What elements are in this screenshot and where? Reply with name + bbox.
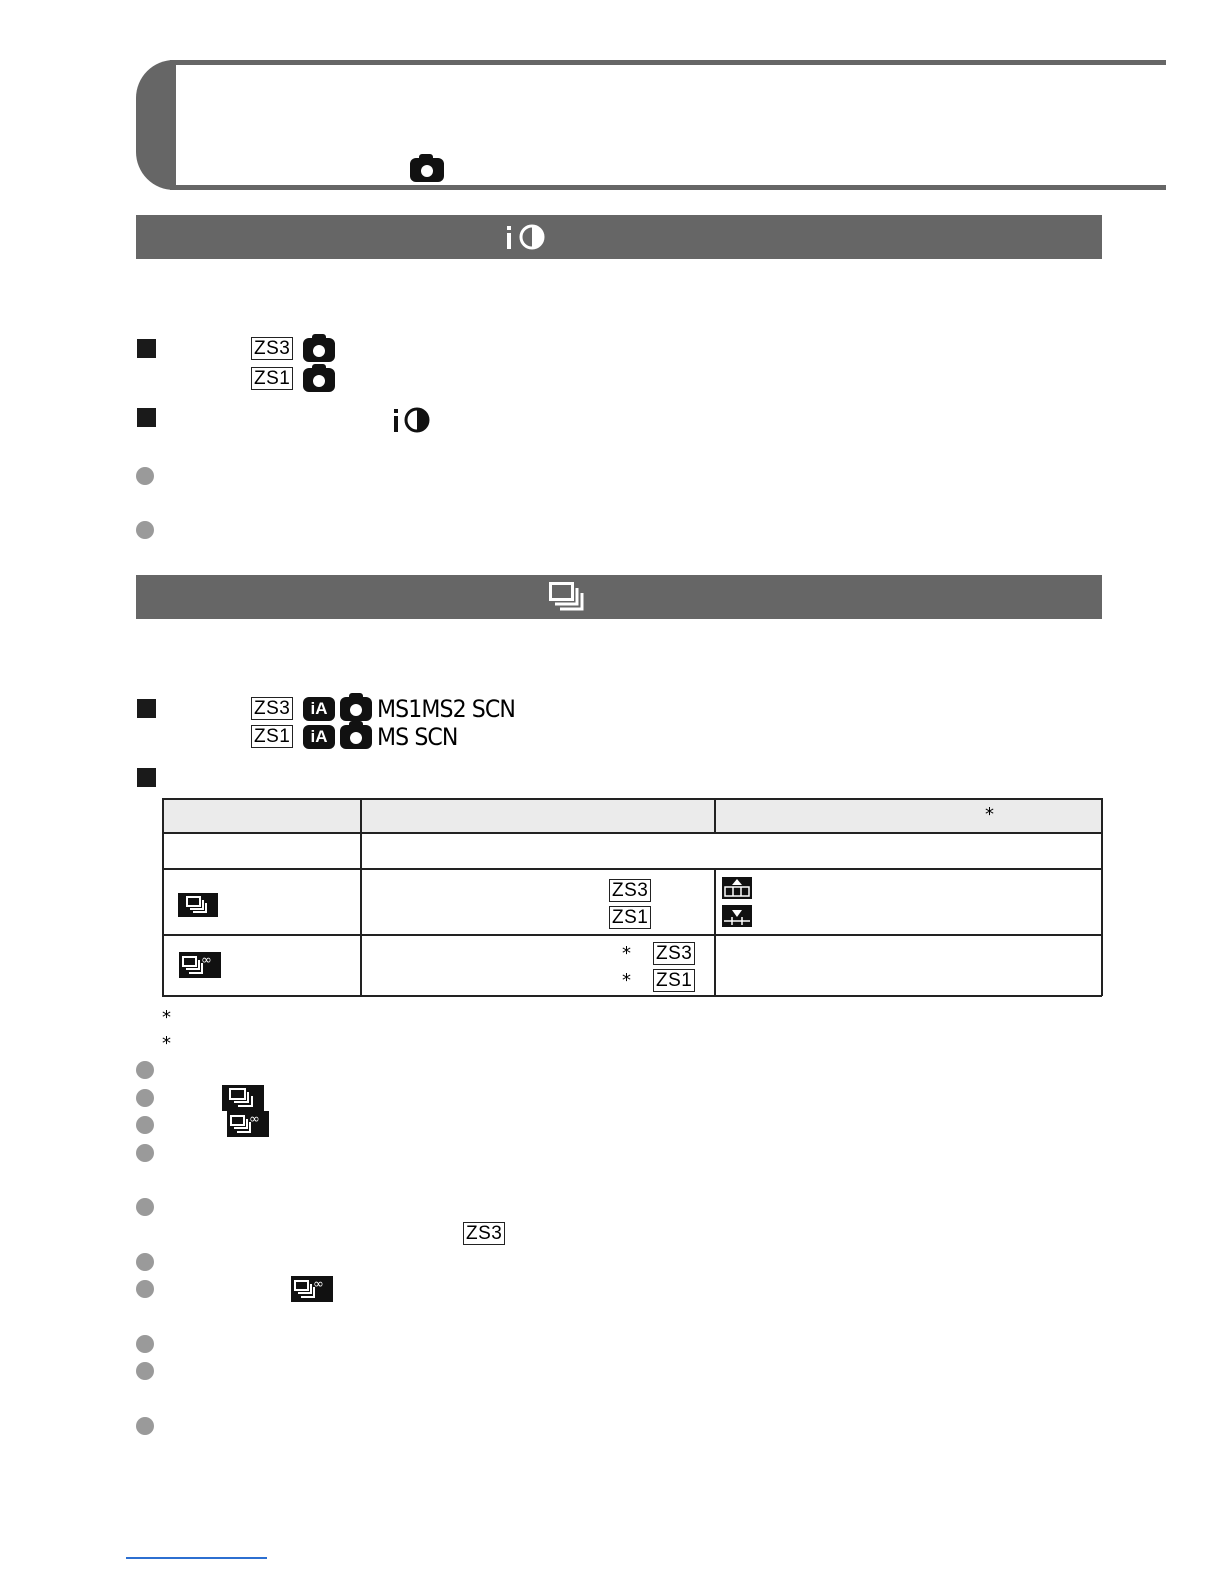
i-exposure-icon — [392, 406, 434, 434]
bullet-square — [137, 408, 156, 427]
zs1-badge: ZS1 — [609, 906, 651, 929]
bullet-dot — [136, 1089, 154, 1107]
burst-settings-table — [162, 798, 1102, 996]
bullet-dot — [136, 1116, 154, 1134]
bullet-dot — [136, 467, 154, 485]
camera-icon — [303, 338, 335, 362]
section-bar-intelligent-exposure — [136, 215, 1102, 259]
mode-list-zs1: MS SCN — [377, 723, 458, 751]
burst-icon — [178, 893, 218, 917]
zs3-badge: ZS3 — [653, 942, 695, 965]
zs1-badge: ZS1 — [251, 725, 293, 748]
bullet-dot — [136, 521, 154, 539]
bullet-dot — [136, 1362, 154, 1380]
zs3-badge: ZS3 — [251, 697, 293, 720]
bullet-square — [137, 699, 156, 718]
section-bar-burst — [136, 575, 1102, 619]
footnote-mark: * — [162, 1033, 171, 1054]
burst-icon — [549, 582, 585, 612]
title-area — [176, 65, 1166, 185]
bullet-dot — [136, 1335, 154, 1353]
focus-first-frame-icon — [722, 877, 752, 899]
burst-infinite-icon — [227, 1111, 269, 1137]
zs3-badge: ZS3 — [251, 337, 293, 360]
title-rule-bottom — [170, 185, 1166, 190]
burst-infinite-icon — [179, 952, 221, 978]
title-tab — [136, 60, 180, 190]
bullet-dot — [136, 1144, 154, 1162]
header-footnote-mark: * — [985, 804, 994, 825]
bullet-dot — [136, 1280, 154, 1298]
burst-icon — [222, 1085, 264, 1111]
footer-link-underline[interactable] — [126, 1557, 267, 1559]
burst-infinite-icon — [291, 1276, 333, 1302]
bullet-square — [137, 339, 156, 358]
ia-icon: iA — [303, 697, 335, 721]
camera-icon — [410, 158, 444, 182]
bullet-dot — [136, 1417, 154, 1435]
zs1-badge: ZS1 — [653, 969, 695, 992]
bullet-dot — [136, 1061, 154, 1079]
bullet-dot — [136, 1198, 154, 1216]
camera-icon — [340, 725, 372, 749]
bullet-dot — [136, 1253, 154, 1271]
svg-text:∞: ∞ — [313, 1277, 324, 1292]
mode-list-zs3: MS1MS2 SCN — [377, 695, 515, 723]
footnote-mark: * — [162, 1007, 171, 1028]
zs3-badge: ZS3 — [463, 1222, 505, 1245]
bullet-square — [137, 768, 156, 787]
zs3-badge: ZS3 — [609, 879, 651, 902]
ia-icon: iA — [303, 725, 335, 749]
i-exposure-icon — [505, 223, 547, 251]
focus-each-frame-icon — [722, 905, 752, 927]
zs1-badge: ZS1 — [251, 367, 293, 390]
footnote-mark: * — [622, 970, 631, 991]
camera-icon — [303, 368, 335, 392]
table-header — [162, 798, 1102, 832]
camera-icon — [340, 697, 372, 721]
svg-text:∞: ∞ — [201, 953, 212, 968]
footnote-mark: * — [622, 943, 631, 964]
svg-text:∞: ∞ — [249, 1112, 260, 1127]
